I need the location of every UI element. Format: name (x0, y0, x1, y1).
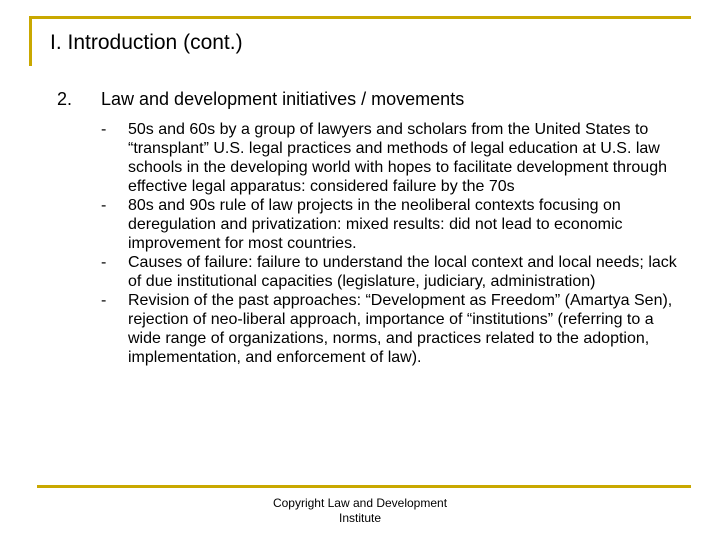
bullet-marker: - (101, 254, 107, 271)
bullet-text: Causes of failure: failure to understand the local context and local needs; lack of due institutional capacities (legislature, judiciary, administration) (128, 254, 677, 290)
title-accent-line-top (29, 16, 691, 19)
title-accent-line-left (29, 16, 32, 66)
slide-title: I. Introduction (cont.) (50, 31, 243, 54)
bullet-item (98, 196, 678, 253)
bullet-text: Revision of the past approaches: “Development as Freedom” (Amartya Sen), rejection of neo-liberal approach, importance of “institutions” (referring to a wide range of organizations, norms, and practices related to the adoption, implementation, and enforcement of law). (128, 292, 673, 366)
section-number: 2. (57, 89, 73, 109)
bullet-marker: - (101, 292, 107, 309)
bullet-text: 50s and 60s by a group of lawyers and scholars from the United States to “transplant” U.S. legal practices and methods of legal education at U.S. law schools in the developing world with hopes to facilitate development through effective legal apparatus: considered failure by the 70s (128, 121, 667, 195)
footer-line-1: Copyright Law and Development (272, 496, 448, 510)
footer-copyright (260, 496, 460, 526)
bullet-list (98, 120, 678, 367)
bullet-item (98, 253, 678, 291)
footer-line-2: Institute (338, 511, 382, 525)
section-heading: Law and development initiatives / movements (101, 89, 465, 109)
bullet-text: 80s and 90s rule of law projects in the neoliberal contexts focusing on deregulation and privatization: mixed results: did not lead to economic improvement for most countries. (128, 197, 623, 252)
footer-accent-line (37, 485, 691, 488)
bullet-marker: - (101, 121, 107, 138)
bullet-item (98, 291, 678, 367)
bullet-marker: - (101, 197, 107, 214)
bullet-item (98, 120, 678, 196)
